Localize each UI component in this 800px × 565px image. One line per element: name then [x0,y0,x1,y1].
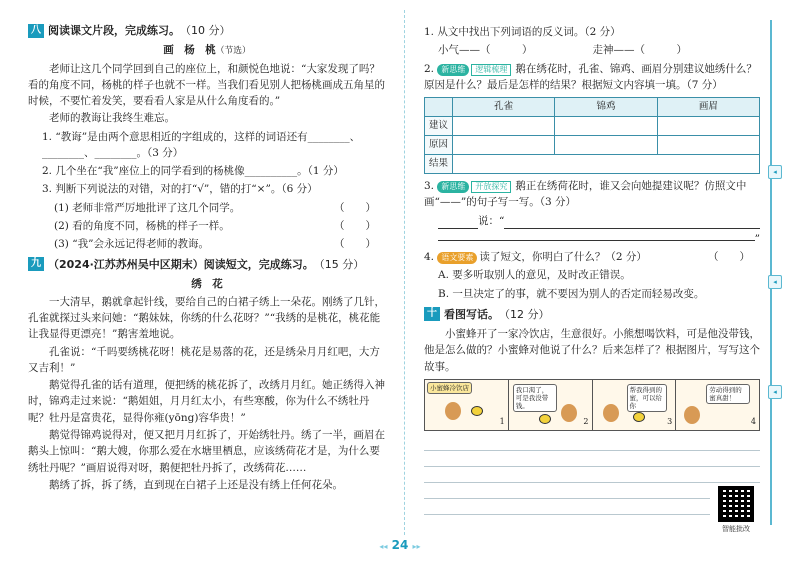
panel-number: 3 [667,417,673,427]
side-tab-1[interactable]: ◂ [768,165,782,179]
picture-writing-prompt: 小蜜蜂开了一家冷饮店，生意很好。小熊想喝饮料，可是他没带钱，他是怎么做的？小蜜蜂对他说了什么？后来怎样了？根据图片，写写这个故事。 [424,327,760,373]
s8-question-3: 3. 判断下列说法的对错，对的打“√”，错的打“×”。（6 分） [42,183,318,196]
s9-q1-words [424,42,760,58]
answer-paren[interactable]: （ ） [334,220,376,232]
side-tab-2[interactable]: ◂ [768,275,782,289]
section-9-score: （15 分） [313,257,365,271]
new-thinking-tag: 新思维 [437,181,469,193]
passage-2-para-5: 鹅绣了拆，拆了绣，直到现在白裙子上还是没有绣上任何花朵。 [49,478,343,491]
s8-q3-item-3-text: (3) “我”会永远记得老师的教诲。 [54,238,209,251]
panel-number: 2 [583,417,589,427]
s9-q4-option-b[interactable]: B. 一旦决定了的事，就不要因为别人的否定而轻易改变。 [438,287,705,300]
table-cell-result[interactable] [453,155,760,174]
bee-icon [471,406,483,416]
table-row [425,155,760,174]
s9-q4-option-a[interactable]: A. 要多听取别人的意见，及时改正错误。 [438,269,631,282]
shop-sign: 小蜜蜂冷饮店 [427,382,472,394]
new-thinking-tag: 新思维 [437,64,469,76]
section-10-header [424,306,760,323]
s8-q3-item-1 [28,200,386,216]
suggestion-table [424,97,760,174]
writing-line[interactable] [424,435,760,451]
side-tab-3[interactable]: ◂ [768,385,782,399]
s9-q3-text: 鹅正在绣荷花时，谁又会向她提建议呢？仿照文中画“——”的句子写一写。（3 分） [424,180,747,209]
passage-1-para-1: 老师让这几个同学回到自己的座位上，和颜悦色地说：“大家发现了吗？看的角度不同，杨桃的样子也就不一样。当我们看见别人把杨桃画成五角星的时候，不要忙着发笑，要看看人家是从什么角度看的。” [28,62,385,108]
close-quote: ” [754,232,760,245]
writing-line[interactable] [424,467,760,483]
passage-2-para-1: 一大清早，鹅就拿起针线，要给自己的白裙子绣上一朵花。刚绣了几针，孔雀就探过头来问她：“鹅妹妹，你绣的什么花呀？”“我绣的是桃花，桃花能让我显得更漂亮！”鹅害羞地说。 [28,295,385,341]
comic-strip [424,379,760,431]
table-row [425,136,760,155]
column-divider [404,10,405,535]
table-cell[interactable] [555,117,657,136]
section-8-badge: 八 [28,24,44,38]
row-label-reason: 原因 [425,136,453,155]
s9-question-1: 1. 从文中找出下列词语的反义词。（2 分） [424,26,621,38]
quote-blank-1[interactable] [504,228,760,229]
s9-q3-answer[interactable] [424,213,760,229]
section-10-badge: 十 [424,307,440,321]
writing-line[interactable] [424,451,760,467]
bear-icon [603,404,619,422]
bee-icon [539,414,551,424]
section-9-badge: 九 [28,257,44,271]
s9-question-4 [424,249,760,265]
writing-line[interactable] [424,483,710,499]
section-8-header [28,22,386,39]
section-8-score: （10 分） [180,24,231,37]
s8-question-1[interactable]: 1. “教诲”是由两个意思相近的字组成的，这样的词语还有________、________、________。（3 分） [42,130,361,159]
s8-question-2[interactable]: 2. 几个坐在“我”座位上的同学看到的杨桃像__________。（1 分） [42,165,344,178]
comic-panel-2 [509,380,593,430]
table-header-pheasant: 锦鸡 [555,98,657,117]
bear-icon [561,404,577,422]
prev-page-icon[interactable]: ◂◂ [379,542,388,552]
s9-question-2 [424,61,760,94]
table-row [425,117,760,136]
answer-paren[interactable]: （ ） [708,251,750,264]
s9-q3-answer-2[interactable] [424,231,760,247]
table-cell[interactable] [453,136,555,155]
passage-2-para-3: 鹅觉得孔雀的话有道理，便把绣的桃花拆了，改绣月月红。她正绣得入神时，锦鸡走过来说：“鹅姐姐，月月红太小，有些寒酸，你为什么不绣牡丹呢？牡丹是富贵花，显得你雍(yōng)容华贵！” [28,379,385,424]
bear-icon [684,406,700,424]
section-10-score: （12 分） [499,307,550,321]
table-cell[interactable] [453,117,555,136]
passage-2-para-4: 鹅觉得锦鸡说得对，便又把月月红拆了，开始绣牡丹。绣了一半，画眉在鹅头上惊叫：“鹅大嫂，你那么爱在水塘里栖息，应该绣荷花才是，为什么要绣牡丹呢？”画眉说得对呀，鹅便把牡丹拆了，改绣荷花…… [28,428,385,474]
section-8-title: 阅读课文片段，完成练习。 [48,24,180,37]
passage-1-title-text: 画 杨 桃 [163,44,216,57]
s9-q2-text: 鹅在绣花时，孔雀、锦鸡、画眉分别建议她绣什么？原因是什么？最后是怎样的结果？根据短文内容填一填。（7 分） [424,62,757,91]
s9-question-3 [424,178,760,211]
speaker-blank[interactable] [438,228,478,229]
left-column [28,22,386,494]
table-header-empty [425,98,453,117]
table-cell[interactable] [555,136,657,155]
s9-q2-num: 2. [424,62,435,75]
table-header-row [425,98,760,117]
section-10-title: 看图写话。 [444,307,499,321]
quote-blank-2[interactable] [438,231,755,241]
page-edge-bar [770,20,776,525]
panel-number: 1 [499,417,505,427]
next-page-icon[interactable]: ▸▸ [412,542,421,552]
answer-paren[interactable]: （ ） [334,201,376,214]
s9-q3-num: 3. [424,180,435,193]
comic-panel-3 [593,380,677,430]
speech-bubble: 劳动得到的蜜真甜！ [706,384,750,404]
table-cell[interactable] [657,117,759,136]
bear-icon [445,402,461,420]
qr-code-icon[interactable] [718,486,754,522]
passage-2-title: 绣 花 [191,277,223,290]
comic-panel-4 [676,380,759,430]
speech-bubble: 我口渴了，可是我没带钱。 [513,384,557,412]
speech-bubble: 帮我得到的蜜，可以给你 [627,384,667,412]
panel-number: 4 [750,417,756,427]
table-cell[interactable] [657,136,759,155]
chinese-element-tag: 语文要素 [437,252,477,264]
passage-2-para-2: 孔雀说：“千吗要绣桃花呀！桃花是易落的花，还是绣朵月月红吧，大方又吉利！” [28,345,380,374]
right-column [424,22,760,533]
table-header-thrush: 画眉 [657,98,759,117]
s9-q4-text: 读了短文，你明白了什么？（2 分） [479,251,647,264]
writing-line[interactable] [424,499,710,515]
s8-q3-item-1-text: (1) 老师非常严厉地批评了这几个同学。 [54,201,241,214]
page-footer [0,536,800,555]
antonym-blank-1[interactable]: 小气——（ ） [438,44,533,57]
said-label: 说：“ [478,214,505,227]
s8-q3-item-3 [28,236,386,252]
row-label-result: 结果 [425,155,453,174]
answer-paren[interactable]: （ ） [334,238,376,251]
qr-label: 智能批改 [722,525,750,533]
antonym-blank-2[interactable]: 走神——（ ） [592,44,687,57]
section-9-title: （2024·江苏苏州吴中区期末）阅读短文，完成练习。 [48,257,314,271]
s9-q4-num: 4. [424,251,435,264]
passage-1-title-note: （节选） [215,46,251,57]
passage-1-title [28,42,386,59]
row-label-suggestion: 建议 [425,117,453,136]
page-number: 24 [391,538,409,553]
s8-q3-item-2-text: (2) 看的角度不同，杨桃的样子一样。 [54,220,230,232]
bee-icon [633,412,645,422]
open-tag: 开放探究 [471,181,511,193]
comic-panel-1 [425,380,509,430]
table-header-peacock: 孔雀 [453,98,555,117]
section-9-header [28,256,386,273]
logic-tag: 逻辑梳理 [471,64,511,76]
s8-q3-item-2 [28,218,386,234]
passage-1-para-2: 老师的教诲让我终生难忘。 [49,112,175,125]
